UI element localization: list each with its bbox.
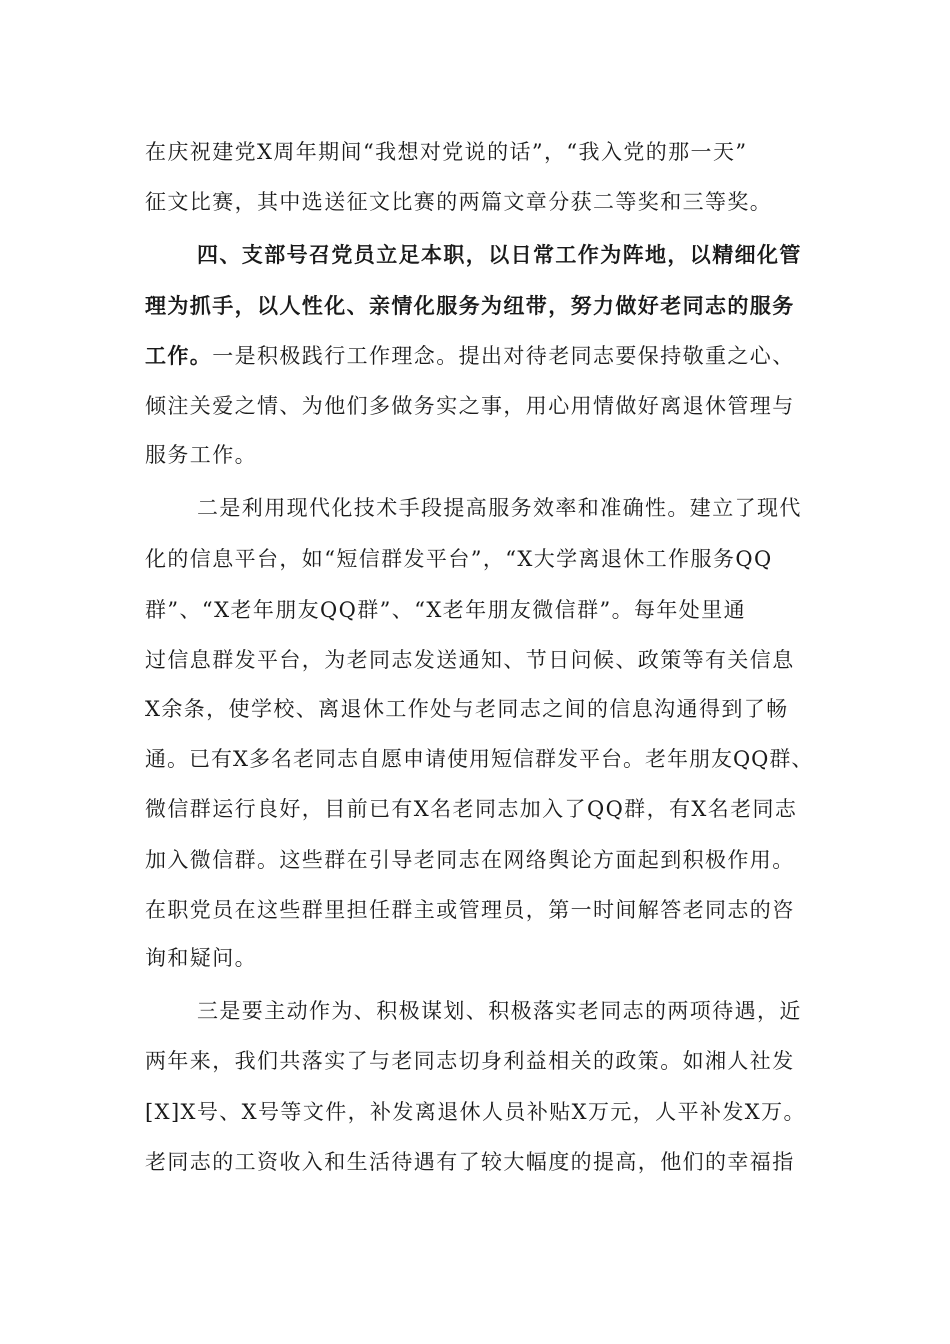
para3-line3: 群”、“X老年朋友QQ群”、“X老年朋友微信群”。每年处里通 <box>145 598 747 622</box>
para2-heading-end: 工作。 <box>145 343 213 368</box>
para2-line4: 倾注关爱之情、为他们多做务实之事，用心用情做好离退休管理与 <box>145 394 795 418</box>
para2-heading-line1: 四、支部号召党员立足本职，以日常工作为阵地，以精细化管 <box>197 242 802 267</box>
para3-line7: 微信群运行良好，目前已有X名老同志加入了QQ群，有X名老同志 <box>145 797 798 821</box>
para4-line1: 三是要主动作为、积极谋划、积极落实老同志的两项待遇，近 <box>197 999 802 1023</box>
para3-line5: X余条，使学校、离退休工作处与老同志之间的信息沟通得到了畅 <box>145 697 789 721</box>
para3-line2: 化的信息平台，如“短信群发平台”，“X大学离退休工作服务QQ <box>145 547 773 571</box>
para2-line3-text: 一是积极践行工作理念。提出对待老同志要保持敬重之心、 <box>212 344 795 368</box>
para2-line3 <box>145 341 795 371</box>
para1-line1: 在庆祝建党X周年期间“我想对党说的话”，“我入党的那一天” <box>145 140 748 164</box>
para3-line1: 二是利用现代化技术手段提高服务效率和准确性。建立了现代 <box>197 496 802 520</box>
para3-line4: 过信息群发平台，为老同志发送通知、节日问候、政策等有关信息 <box>145 648 795 672</box>
para1-line2: 征文比赛，其中选送征文比赛的两篇文章分获二等奖和三等奖。 <box>145 190 773 214</box>
para4-line4: 老同志的工资收入和生活待遇有了较大幅度的提高，他们的幸福指 <box>145 1150 795 1174</box>
para2-heading-line2: 理为抓手，以人性化、亲情化服务为纽带，努力做好老同志的服务 <box>145 293 795 318</box>
para3-line8: 加入微信群。这些群在引导老同志在网络舆论方面起到积极作用。 <box>145 848 795 872</box>
para4-line3: [X]X号、X号等文件，补发离退休人员补贴X万元，人平补发X万。 <box>145 1100 806 1124</box>
para4-line2: 两年来，我们共落实了与老同志切身利益相关的政策。如湘人社发 <box>145 1049 795 1073</box>
para3-line9: 在职党员在这些群里担任群主或管理员，第一时间解答老同志的咨 <box>145 898 795 922</box>
para3-line6: 通。已有X多名老同志自愿申请使用短信群发平台。老年朋友QQ群、 <box>145 747 814 771</box>
para3-line10: 询和疑问。 <box>145 946 257 970</box>
para2-line5: 服务工作。 <box>145 443 257 467</box>
